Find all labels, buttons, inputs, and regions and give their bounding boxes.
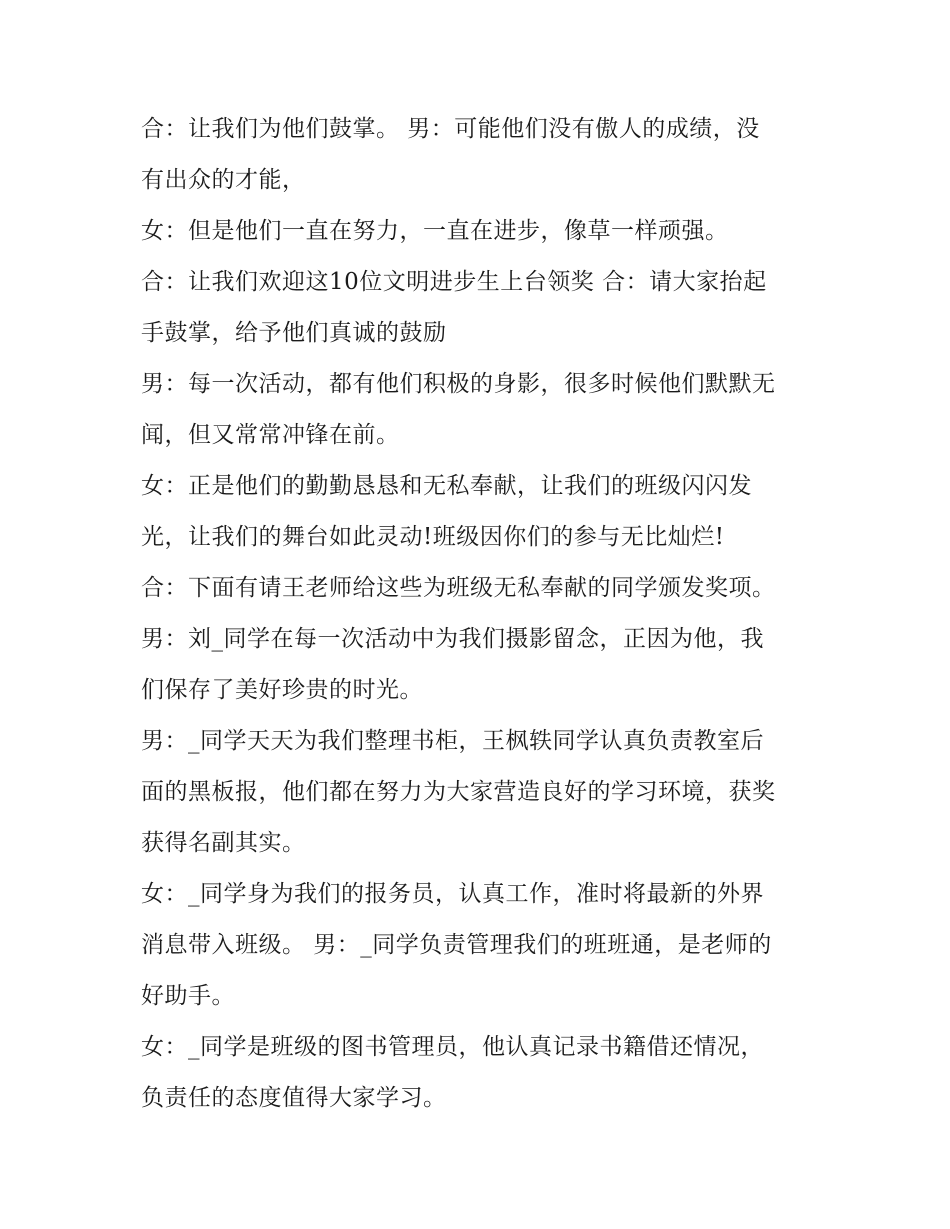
text-line: 合：让我们为他们鼓掌。 男：可能他们没有傲人的成绩，没 (141, 116, 760, 142)
text-line: 面的黑板报，他们都在努力为大家营造良好的学习环境，获奖 (141, 779, 776, 805)
text-line: 女：正是他们的勤勤恳恳和无私奉献，让我们的班级闪闪发 (141, 473, 752, 499)
text-line: 有出众的才能， (141, 167, 306, 193)
text-line: 女：_同学是班级的图书管理员，他认真记录书籍借还情况， (141, 1034, 764, 1060)
text-line: 闻，但又常常冲锋在前。 (141, 422, 400, 448)
text-line: 女：_同学身为我们的报务员，认真工作，准时将最新的外界 (141, 881, 764, 907)
text-line: 合：让我们欢迎这10位文明进步生上台领奖 合：请大家抬起 (141, 269, 767, 295)
text-line: 女：但是他们一直在努力，一直在进步，像草一样顽强。 (141, 218, 729, 244)
text-line: 获得名副其实。 (141, 830, 306, 856)
text-line: 光，让我们的舞台如此灵动!班级因你们的参与无比灿烂! (141, 524, 725, 550)
text-line: 们保存了美好珍贵的时光。 (141, 677, 423, 703)
text-line: 男：每一次活动，都有他们积极的身影，很多时候他们默默无 (141, 371, 776, 397)
text-line: 手鼓掌，给予他们真诚的鼓励 (141, 320, 447, 346)
document-body (141, 104, 821, 1124)
text-line: 合：下面有请王老师给这些为班级无私奉献的同学颁发奖项。 (141, 575, 776, 601)
text-line: 负责任的态度值得大家学习。 (141, 1085, 447, 1111)
text-line: 消息带入班级。 男：_同学负责管理我们的班班通，是老师的 (141, 932, 772, 958)
text-line: 男：刘_同学在每一次活动中为我们摄影留念，正因为他，我 (141, 626, 764, 652)
text-line: 好助手。 (141, 983, 235, 1009)
text-line: 男：_同学天天为我们整理书柜，王枫轶同学认真负责教室后 (141, 728, 764, 754)
